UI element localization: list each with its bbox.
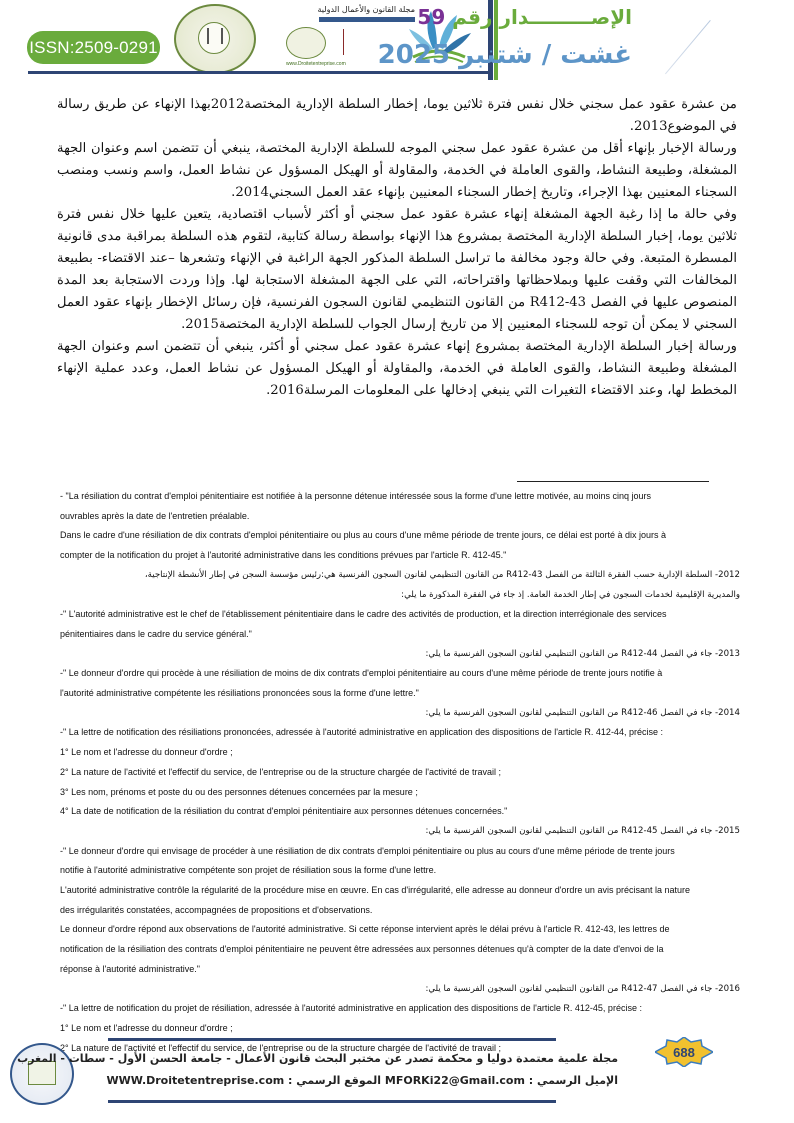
paragraph: وفي حالة ما إذا رغبة الجهة المشغلة إنهاء عشرة عقود عمل سجني أو أكثر لأسباب اقتصادية، يتعين عليها خلال نفس فترة ثلاثين يوما، إخبار السلطة الإدارية المختصة بمشروع هذا الإنهاء بواسطة رسالة كتابية، لتقوم هذه السلطة بمراقبة مدى قانونية المسطرة المتبعة. وفي حالة وجود مخالفة ما تراسل السلطة المذكور الجهة الراغبة في الإنهاء وتشعرها –عند الاقتضاء- بطبيعة المخالفات التي وقفت عليها وبملاحظاتها واقتراحاته، التي على الجهة المشغلة الاستجابة لها. وإذا وردت الاستجابة بعد المدة المنصوص عليها في الفصل R412-43 من القانون التنظيمي لقانون السجون الفرنسية، فإن رسائل الإخطار بإنهاء عقود العمل السجني لا يمكن أن توجه للسجناء المعنيين إلا من تاريخ إرسال الجواب للسلطة الإدارية المختصة2015. [57, 207, 737, 332]
footnote-line: والمديرية الإقليمية لخدمات السجون في إطار الخدمة العامة. إذ جاء في الفقرة المذكورة ما يلي: [401, 589, 740, 600]
footer-contact: الإميل الرسمي : MFORKi22@Gmail.com الموقع الرسمي : WWW.Droitetentreprise.com [106, 1074, 618, 1087]
footnote-line: compter de la notification du projet à l'autorité administrative dans les conditions prévues par l'article R. 412-45." [60, 550, 507, 561]
footnote-line: 2014- جاء في الفصل R412-46 من القانون التنظيمي لقانون السجون الفرنسية ما يلي: [425, 707, 740, 718]
footnote-line: - "La résiliation du contrat d'emploi pénitentiaire est notifiée à la personne détenue intéressée sous la forme d'une lettre motivée, au moins cinq jours [60, 491, 651, 501]
footnotes [60, 487, 740, 1058]
footnote-line: réponse à l'autorité administrative." [60, 963, 200, 974]
footnote-line: 2016- جاء في الفصل R412-47 من القانون التنظيمي لقانون السجون الفرنسية ما يلي: [425, 983, 740, 994]
decorative-diagonal-line [665, 20, 711, 74]
footnote-line: 1° Le nom et l'adresse du donneur d'ordre ; [60, 747, 233, 758]
footnote-line: notification de la résiliation des contrats d'emploi pénitentiaire ne peuvent être adressées aux personnes détenues qu'à compter de la date d'envoi de la [60, 944, 664, 955]
issue-date: غشت / شتنبر 2025 [377, 40, 632, 70]
footnote-line: 3° Les nom, prénoms et poste du ou des personnes détenues concernées par la mesure ; [60, 786, 418, 797]
header-rule [28, 71, 488, 74]
footnote-line: Le donneur d'ordre répond aux observations de l'autorité administrative. Si cette réponse intervient après le délai prévu à l'article R. 412-43, les lettres de [60, 924, 670, 935]
mini-seal-icon [286, 27, 326, 59]
footer-rule-bottom [108, 1100, 556, 1103]
journal-logo-title: مجلة القانون والأعمال الدولية [317, 5, 415, 14]
footnote-line: des irrégularités constatées, accompagnées de propositions et d'observations. [60, 904, 373, 915]
footnote-separator [517, 481, 709, 482]
journal-logo-band [319, 17, 415, 22]
footnote-line: l'autorité administrative compétente les résiliations prononcées sous la forme d'une lettre." [60, 688, 419, 699]
footnote-line: Dans le cadre d'une résiliation de dix contrats d'emploi pénitentiaire ou plus au cours d'une même période de trente jours, ce délai est porté à dix jours à [60, 530, 667, 541]
footnote-line: 2° La nature de l'activité et l'effectif du service, de l'entreprise ou de la structure chargée de l'activité de travail ; [60, 766, 502, 777]
footnote-line: 2015- جاء في الفصل R412-45 من القانون التنظيمي لقانون السجون الفرنسية ما يلي: [425, 825, 740, 836]
footnote-line: -" La lettre de notification du projet de résiliation, adressée à l'autorité administrative en application des dispositions de l'article R. 412-45, précise : [60, 1003, 642, 1014]
paragraph: ورسالة إخبار السلطة الإدارية المختصة بمشروع إنهاء عشرة عقود عمل سجني أو أكثر، ينبغي أن تتضمن اسم وعنوان الجهة المشغلة وطبيعة النشاط، والقوى العاملة في الخدمة، والمقاولة أو الهيكل المسؤول عن نشاط العمل، وعدد عملية الإنهاء المخطط لها، وعند الاقتضاء التغيرات التي ينبغي إدخالها على المعلومات المرسلة2016. [57, 339, 737, 398]
footnote-line: 4° La date de notification de la résiliation du contrat d'emploi pénitentiaire aux personnes détenues concernées." [60, 806, 508, 817]
paragraph: من عشرة عقود عمل سجني خلال نفس فترة ثلاثين يوما، إخطار السلطة الإدارية المختصة2012بهذا الإنهاء عن طريق رسالة في الموضوع2013. [57, 97, 737, 134]
footnote-line: -" L'autorité administrative est le chef de l'établissement pénitentiaire dans le cadre des activités de production, et la direction interrégionale des services [60, 609, 667, 620]
footnote-line: L'autorité administrative contrôle la régularité de la procédure mise en œuvre. En cas d'irrégularité, elle adresse au donneur d'ordre un avis précisant la nature [60, 885, 690, 896]
footnote-line: 2° La nature de l'activité et l'effectif du service, de l'entreprise ou de la structure chargée de l'activité de travail ; [60, 1042, 502, 1053]
footnote-line: -" La lettre de notification des résiliations prononcées, adressée à l'autorité administrative en application des dispositions de l'article R. 412-44, précise : [60, 727, 663, 738]
footnote-line: notifie à l'autorité administrative compétente son projet de résiliation sous la forme d'une lettre. [60, 865, 437, 876]
footnote-line: 1° Le nom et l'adresse du donneur d'ordre ; [60, 1022, 233, 1033]
footnote-line: ouvrables après la date de l'entretien préalable. [60, 510, 250, 521]
article-body [57, 94, 737, 402]
footnote-line: 2013- جاء في الفصل R412-44 من القانون التنظيمي لقانون السجون الفرنسية ما يلي: [425, 648, 740, 659]
footnote-line: pénitentiaires dans le cadre du service général." [60, 628, 252, 639]
page-number-badge [655, 1037, 713, 1067]
paragraph: ورسالة الإخبار بإنهاء أقل من عشرة عقود عمل سجني الموجه للسلطة الإدارية المختصة، ينبغي أن تتضمن اسم وعنوان الجهة المشغلة، وطبيعة النشاط، والقوى العاملة في الخدمة، والمقاولة أو الهيكل المسؤول عن نشاط العمل، واسم ونسب ومنصب السجناء المعنيين بهذا الإجراء، وتاريخ إخطار السجناء المعنيين بإنهاء عقد العمل السجني2014. [57, 141, 737, 200]
issue-number: 59 [417, 5, 446, 29]
issn-badge: ISSN:2509-0291 [27, 31, 160, 64]
lab-seal-logo [174, 4, 256, 74]
footer-journal-description: مجلة علمية معتمدة دوليا و محكمة تصدر عن مختبر البحث قانون الأعمال - جامعة الحسن الأول - سطات - المغرب [17, 1052, 618, 1065]
issue-label-text: الإصـــــــــدار رقم [452, 5, 632, 29]
scales-of-justice-icon [207, 28, 223, 44]
journal-logo-url: www.Droitetentreprise.com [286, 61, 346, 67]
page-number: 688 [673, 1044, 695, 1060]
footnote-line: 2012- السلطة الإدارية حسب الفقرة الثالثة من الفصل R412-43 من القانون التنظيمي لقانون السجون الفرنسية هي:رئيس مؤسسة السجن في إطار الأنشطة الإنتاجية، [144, 569, 740, 580]
footnote-line: -" Le donneur d'ordre qui procède à une résiliation de moins de dix contrats d'emploi pénitentiaire au cours d'une même période de trente jours notifie à [60, 668, 663, 679]
footnote-line: -" Le donneur d'ordre qui envisage de procéder à une résiliation de dix contrats d'emploi pénitentiaire ou plus au cours d'une même période de trente jours [60, 845, 675, 856]
issue-label [417, 5, 632, 29]
footer-rule-top [108, 1038, 556, 1041]
page-header [0, 0, 794, 82]
